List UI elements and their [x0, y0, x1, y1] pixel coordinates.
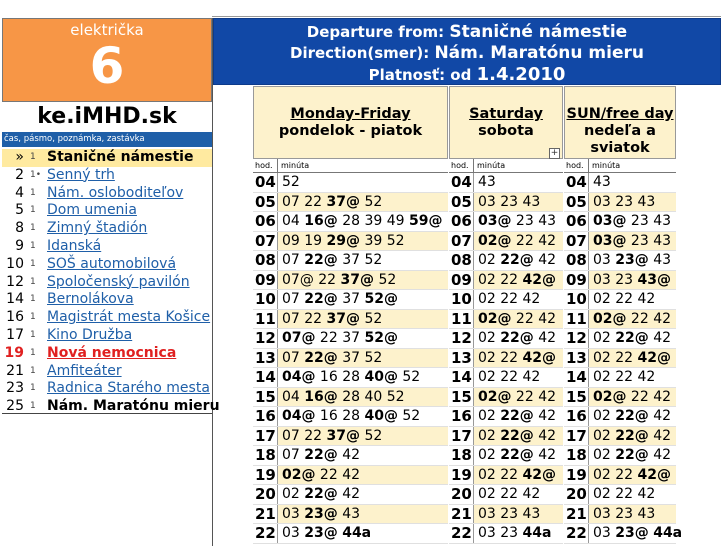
- minutes-cell: 03@ 23 43: [588, 212, 676, 231]
- hour-cell: 21: [566, 504, 587, 523]
- timetable-row: [253, 329, 448, 349]
- hour-cell: 12: [566, 329, 587, 347]
- stop-time: 9: [15, 237, 24, 254]
- hour-cell: 11: [255, 309, 276, 328]
- direction-stop: Nám. Maratónu mieru: [434, 43, 644, 63]
- timetable-row: [449, 173, 563, 193]
- stop-item[interactable]: [2, 345, 212, 363]
- minutes-cell: 07 22@ 42: [277, 446, 448, 465]
- timetable-row: [449, 524, 563, 544]
- hour-cell: 16: [255, 407, 276, 425]
- minutes-cell: 02 22@ 42: [473, 329, 563, 348]
- hour-cell: 11: [451, 309, 472, 328]
- timetable-row: [253, 232, 448, 252]
- stop-zone: 1: [30, 294, 36, 305]
- hour-cell: 08: [566, 251, 587, 269]
- hour-cell: 17: [255, 426, 276, 445]
- minutes-cell: 03 23 43: [588, 505, 676, 524]
- stop-time: 14: [6, 291, 24, 308]
- minutes-cell: 02 22 42: [473, 485, 563, 504]
- timetable-row: [253, 193, 448, 213]
- left-border: [212, 18, 213, 546]
- timetable-row: [564, 173, 676, 193]
- minutes-cell: 02 22 42@: [473, 349, 563, 368]
- minutes-cell: 02 22@ 42: [588, 329, 676, 348]
- stop-name: Nám. Maratónu mieru: [47, 398, 220, 415]
- column-subheader: [449, 159, 563, 173]
- timetable-row: [449, 290, 563, 310]
- stop-item[interactable]: [2, 220, 212, 238]
- stops-legend: čas, pásmo, poznámka, zastávka: [2, 132, 212, 147]
- timetable-row: [449, 407, 563, 427]
- minutes-cell: 03 23@ 43: [588, 251, 676, 270]
- hour-cell: 13: [255, 348, 276, 367]
- timetable-row: [564, 368, 676, 388]
- stop-item[interactable]: [2, 185, 212, 203]
- stop-item[interactable]: [2, 380, 212, 398]
- saturday-column: [449, 86, 563, 546]
- hour-label: hod.: [451, 161, 469, 170]
- day-name-en: Saturday: [469, 106, 543, 122]
- minutes-cell: 03 23 43: [473, 193, 563, 212]
- stop-list: [2, 149, 220, 415]
- minutes-cell: 02 22 42@: [588, 466, 676, 485]
- timetable-row: [449, 505, 563, 525]
- direction-line: [214, 43, 720, 64]
- stop-zone: 1: [30, 383, 36, 394]
- departure-label: Departure from:: [306, 23, 450, 41]
- timetable-row: [564, 427, 676, 447]
- hour-cell: 14: [255, 368, 276, 386]
- hour-cell: 04: [255, 173, 276, 191]
- minutes-cell: 43: [588, 173, 676, 192]
- timetable-row: [449, 388, 563, 408]
- timetable-row: [253, 427, 448, 447]
- hour-cell: 15: [255, 387, 276, 406]
- timetable-row: [253, 407, 448, 427]
- stop-time: 8: [15, 220, 24, 237]
- hour-cell: 13: [451, 348, 472, 367]
- stop-zone: 1: [30, 258, 36, 269]
- timetable-row: [253, 310, 448, 330]
- minutes-cell: 04@ 16 28 40@ 52: [277, 368, 448, 387]
- timetable-row: [564, 446, 676, 466]
- timetable-row: [564, 290, 676, 310]
- hour-cell: 06: [451, 212, 472, 230]
- stop-time: 17: [6, 326, 24, 343]
- timetable-row: [449, 310, 563, 330]
- timetable-row: [564, 193, 676, 213]
- stop-zone: 1: [30, 187, 36, 198]
- route-box: [2, 18, 212, 102]
- stop-name[interactable]: Amfiteáter: [47, 362, 122, 379]
- validity-label: Platnosť: od: [368, 66, 477, 84]
- minutes-cell: 02 22@ 42: [277, 485, 448, 504]
- hour-cell: 12: [255, 329, 276, 347]
- minutes-cell: 02@ 22 42: [473, 310, 563, 329]
- stop-item[interactable]: [2, 363, 212, 381]
- minutes-cell: 02@ 22 42: [473, 232, 563, 251]
- minutes-cell: 03 23 44a: [473, 524, 563, 543]
- minute-label: minúta: [588, 159, 620, 173]
- hour-cell: 20: [566, 485, 587, 503]
- minutes-cell: 07 22 37@ 52: [277, 310, 448, 329]
- stop-time: 2: [15, 166, 24, 183]
- minutes-cell: 04 16@ 28 39 49 59@: [277, 212, 448, 231]
- timetable-row: [449, 232, 563, 252]
- timetable-row: [253, 485, 448, 505]
- hour-cell: 16: [566, 407, 587, 425]
- hour-cell: 22: [566, 524, 587, 542]
- stop-zone: 1: [30, 205, 36, 216]
- timetable-row: [564, 466, 676, 486]
- minutes-cell: 03 23@ 44a: [588, 524, 676, 543]
- departure-line: [214, 22, 720, 43]
- day-name-en: SUN/free day: [566, 106, 674, 122]
- minutes-cell: 02@ 22 42: [588, 310, 676, 329]
- column-subheader: [564, 159, 676, 173]
- departure-stop: Staničné námestie: [449, 22, 628, 42]
- minutes-cell: 02 22 42: [473, 368, 563, 387]
- timetable-row: [253, 388, 448, 408]
- minutes-cell: 52: [277, 173, 448, 192]
- timetable-row: [449, 368, 563, 388]
- timetable-row: [253, 271, 448, 291]
- stop-item[interactable]: [2, 202, 212, 220]
- stop-name[interactable]: Nová nemocnica: [47, 344, 177, 361]
- stop-zone: 1•: [30, 169, 42, 180]
- timetable-row: [449, 427, 563, 447]
- minutes-cell: 02 22@ 42: [588, 407, 676, 426]
- hour-cell: 19: [451, 465, 472, 484]
- hour-cell: 17: [566, 426, 587, 445]
- stop-name[interactable]: Idanská: [47, 237, 102, 254]
- stop-name[interactable]: Spoločenský pavilón: [47, 273, 190, 290]
- minutes-cell: 02 22@ 42: [588, 427, 676, 446]
- stop-item[interactable]: [2, 238, 212, 256]
- day-name-en: Monday-Friday: [290, 106, 411, 122]
- minutes-cell: 09 19 29@ 39 52: [277, 232, 448, 251]
- hour-cell: 21: [255, 504, 276, 523]
- timetable-row: [564, 349, 676, 369]
- timetable-row: [564, 524, 683, 544]
- sunday-column: [564, 86, 683, 546]
- stop-item[interactable]: [2, 167, 212, 185]
- stop-name[interactable]: SOŠ automobilová: [47, 255, 177, 272]
- minutes-cell: 43: [473, 173, 563, 192]
- timetable-row: [564, 329, 676, 349]
- hour-cell: 22: [255, 524, 276, 542]
- minutes-cell: 07 22@ 37 52@: [277, 290, 448, 309]
- hour-cell: 13: [566, 348, 587, 367]
- hour-cell: 21: [451, 504, 472, 523]
- timetable-row: [449, 485, 563, 505]
- timetable-row: [253, 524, 448, 544]
- hour-cell: 06: [566, 212, 587, 230]
- minutes-cell: 02@ 22 42: [588, 388, 676, 407]
- hour-cell: 14: [451, 368, 472, 386]
- stop-name[interactable]: Zimný štadión: [47, 220, 148, 237]
- stop-name[interactable]: Radnica Starého mesta: [47, 380, 210, 397]
- hour-cell: 08: [255, 251, 276, 269]
- stop-item: [2, 398, 220, 416]
- hour-cell: 05: [255, 192, 276, 211]
- left-panel: [2, 18, 220, 546]
- day-name-sk: pondelok - piatok: [278, 123, 423, 139]
- hour-label: hod.: [255, 161, 273, 170]
- hour-cell: 06: [255, 212, 276, 230]
- stop-item[interactable]: [2, 291, 212, 309]
- minutes-cell: 02 22 42: [473, 290, 563, 309]
- timetable-row: [564, 505, 676, 525]
- minute-label: minúta: [277, 159, 309, 173]
- hour-cell: 10: [566, 290, 587, 308]
- stop-zone: 1: [30, 240, 36, 251]
- stop-zone: 1: [30, 401, 36, 412]
- stop-item[interactable]: [2, 256, 212, 274]
- timetable-row: [253, 466, 448, 486]
- vehicle-type: električka: [70, 21, 144, 39]
- minutes-cell: 02@ 22 42: [473, 388, 563, 407]
- hour-cell: 20: [451, 485, 472, 503]
- hour-cell: 19: [566, 465, 587, 484]
- stop-time: 10: [6, 255, 24, 272]
- stop-item[interactable]: [2, 327, 212, 345]
- minutes-cell: 07@ 22 37@ 52: [277, 271, 448, 290]
- minutes-cell: 03@ 23 43: [588, 232, 676, 251]
- timetable-row: [253, 349, 448, 369]
- minutes-cell: 03@ 23 43: [473, 212, 563, 231]
- timetable-row: [449, 329, 563, 349]
- weekday-column: [253, 86, 448, 546]
- minutes-cell: 03 23 43: [588, 193, 676, 212]
- minutes-cell: 03 23@ 43: [277, 505, 448, 524]
- hour-cell: 05: [566, 192, 587, 211]
- minutes-cell: 02 22 42@: [473, 271, 563, 290]
- minutes-cell: 02 22 42: [588, 368, 676, 387]
- minutes-cell: 04@ 16 28 40@ 52: [277, 407, 448, 426]
- timetable-row: [564, 271, 676, 291]
- hour-cell: 09: [566, 270, 587, 289]
- minute-label: minúta: [473, 159, 505, 173]
- hour-label: hod.: [566, 161, 584, 170]
- minutes-cell: 02 22 42@: [473, 466, 563, 485]
- stop-item[interactable]: [2, 309, 212, 327]
- timetable-row: [253, 446, 448, 466]
- stop-name[interactable]: Magistrát mesta Košice: [47, 309, 211, 326]
- stop-name[interactable]: Dom umenia: [47, 202, 137, 219]
- validity-line: [214, 64, 720, 86]
- hour-cell: 18: [255, 446, 276, 464]
- stop-time: 19: [4, 344, 24, 361]
- minutes-cell: 02 22@ 42: [588, 446, 676, 465]
- stop-name[interactable]: Bernolákova: [47, 291, 134, 308]
- minutes-cell: 02@ 22 42: [277, 466, 448, 485]
- stop-name[interactable]: Nám. osloboditeľov: [47, 184, 184, 201]
- minutes-cell: 07 22 37@ 52: [277, 427, 448, 446]
- minutes-cell: 03 23 43@: [588, 271, 676, 290]
- timetable-row: [449, 446, 563, 466]
- hour-cell: 07: [566, 231, 587, 250]
- timetable-row: [253, 212, 448, 232]
- hour-cell: 10: [451, 290, 472, 308]
- minutes-cell: 07 22@ 37 52: [277, 349, 448, 368]
- hour-cell: 07: [255, 231, 276, 250]
- hour-cell: 04: [566, 173, 587, 191]
- day-header: [253, 86, 448, 159]
- hour-cell: 18: [451, 446, 472, 464]
- hour-cell: 16: [451, 407, 472, 425]
- minutes-cell: 07 22@ 37 52: [277, 251, 448, 270]
- hour-cell: 09: [451, 270, 472, 289]
- minutes-cell: 04 16@ 28 40 52: [277, 388, 448, 407]
- stop-zone: 1: [30, 223, 36, 234]
- timetable-row: [253, 173, 448, 193]
- site-brand[interactable]: ke.iMHD.sk: [37, 104, 177, 129]
- timetable-row: [564, 388, 676, 408]
- timetable-row: [449, 212, 563, 232]
- stop-name[interactable]: Kino Družba: [47, 326, 133, 343]
- day-name-sk: nedeľa a sviatok: [584, 123, 656, 156]
- stop-name[interactable]: Senný trh: [47, 166, 115, 183]
- plus-move-icon[interactable]: +: [550, 148, 559, 158]
- hour-cell: 14: [566, 368, 587, 386]
- minutes-cell: 03 23 43: [473, 505, 563, 524]
- hour-cell: 09: [255, 270, 276, 289]
- timetable: [253, 86, 683, 546]
- stop-time: 12: [6, 273, 24, 290]
- day-header: [564, 86, 676, 159]
- hour-cell: 12: [451, 329, 472, 347]
- hour-cell: 19: [255, 465, 276, 484]
- top-border: [212, 16, 721, 17]
- minutes-cell: 02 22@ 42: [473, 251, 563, 270]
- stop-zone: 1: [30, 347, 36, 358]
- timetable-row: [564, 251, 676, 271]
- minutes-cell: 02 22 42: [588, 290, 676, 309]
- stop-time: 5: [15, 202, 24, 219]
- minutes-cell: 07@ 22 37 52@: [277, 329, 448, 348]
- hour-cell: 04: [451, 173, 472, 191]
- minutes-cell: 02 22@ 42: [473, 407, 563, 426]
- hour-cell: 05: [451, 192, 472, 211]
- stop-item: [2, 149, 212, 167]
- hour-cell: 18: [566, 446, 587, 464]
- minutes-cell: 02 22 42@: [588, 349, 676, 368]
- hour-cell: 11: [566, 309, 587, 328]
- day-name-sk: sobota: [478, 123, 534, 139]
- timetable-row: [449, 349, 563, 369]
- route-number: 6: [89, 37, 125, 95]
- timetable-row: [449, 193, 563, 213]
- hour-cell: 15: [566, 387, 587, 406]
- timetable-row: [564, 485, 676, 505]
- stop-time: 25: [6, 398, 24, 415]
- timetable-row: [253, 290, 448, 310]
- minutes-cell: 03 23@ 44a: [277, 524, 448, 543]
- stop-time: 21: [6, 362, 24, 379]
- timetable-row: [449, 271, 563, 291]
- day-header: [449, 86, 563, 159]
- hour-cell: 07: [451, 231, 472, 250]
- hour-cell: 15: [451, 387, 472, 406]
- hour-cell: 10: [255, 290, 276, 308]
- minutes-cell: 02 22@ 42: [473, 446, 563, 465]
- stop-zone: 1: [30, 276, 36, 287]
- stop-time: 16: [6, 309, 24, 326]
- hour-cell: 22: [451, 524, 472, 542]
- hour-cell: 08: [451, 251, 472, 269]
- timetable-row: [564, 212, 676, 232]
- stop-name: Staničné námestie: [47, 149, 194, 165]
- stop-time: 23: [6, 380, 24, 397]
- stop-time: 4: [15, 184, 24, 201]
- minutes-cell: 07 22 37@ 52: [277, 193, 448, 212]
- timetable-row: [564, 407, 676, 427]
- column-subheader: [253, 159, 448, 173]
- direction-label: Direction(smer):: [290, 44, 435, 62]
- stop-zone: 1: [30, 312, 36, 323]
- minutes-cell: 02 22 42: [588, 485, 676, 504]
- hour-cell: 17: [451, 426, 472, 445]
- hour-cell: 20: [255, 485, 276, 503]
- stop-item[interactable]: [2, 274, 212, 292]
- stop-zone: 1: [30, 329, 36, 340]
- minutes-cell: 02 22@ 42: [473, 427, 563, 446]
- timetable-row: [253, 505, 448, 525]
- timetable-row: [449, 466, 563, 486]
- stop-zone: 1: [30, 152, 36, 162]
- validity-date: 1.4.2010: [476, 64, 566, 85]
- stop-zone: 1: [30, 365, 36, 376]
- timetable-row: [564, 310, 676, 330]
- timetable-row: [449, 251, 563, 271]
- departure-header: [213, 18, 721, 85]
- timetable-row: [253, 251, 448, 271]
- stop-time: »: [15, 149, 24, 165]
- timetable-row: [253, 368, 448, 388]
- timetable-row: [564, 232, 676, 252]
